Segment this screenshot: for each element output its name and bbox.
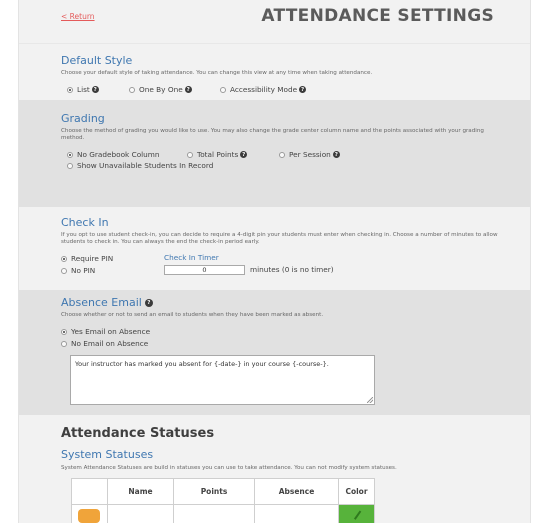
grading-section bbox=[19, 100, 531, 207]
settings-page bbox=[18, 0, 531, 523]
check-in-option-require-pin[interactable] bbox=[61, 254, 113, 263]
status-icon-cell bbox=[72, 505, 108, 523]
status-badge-icon bbox=[78, 509, 100, 523]
absence-email-option-no[interactable] bbox=[61, 339, 148, 348]
grading-option-per-session[interactable] bbox=[279, 150, 340, 159]
column-header-name: Name bbox=[108, 479, 174, 505]
statuses-title: Attendance Statuses bbox=[61, 426, 215, 441]
total-points-radio[interactable] bbox=[187, 152, 193, 158]
help-icon[interactable]: ? bbox=[242, 151, 246, 158]
list-radio[interactable] bbox=[67, 87, 73, 93]
status-points-cell bbox=[174, 505, 255, 523]
column-header-absence: Absence bbox=[255, 479, 339, 505]
help-icon[interactable]: ? bbox=[145, 299, 153, 307]
status-color-cell bbox=[339, 505, 375, 523]
grading-option-label: Show Unavailable Students In Record bbox=[77, 161, 214, 170]
grading-option-label: No Gradebook Column bbox=[77, 150, 160, 159]
system-statuses-description: System Attendance Statuses are build in statuses you can use to take attendance. You can not modify system statuses. bbox=[61, 465, 397, 471]
check-in-timer-input[interactable]: 0 bbox=[164, 265, 245, 275]
yes-email-radio[interactable] bbox=[61, 329, 67, 335]
check-in-section bbox=[19, 207, 531, 290]
grading-option-label: Per Session bbox=[289, 150, 331, 159]
help-icon[interactable]: ? bbox=[334, 151, 338, 158]
return-link[interactable]: < Return bbox=[61, 12, 95, 21]
style-option-label: List bbox=[77, 85, 90, 94]
grading-option-label: Total Points bbox=[197, 150, 239, 159]
per-session-radio[interactable] bbox=[279, 152, 285, 158]
default-style-title: Default Style bbox=[61, 54, 133, 67]
status-name-cell bbox=[108, 505, 174, 523]
grading-title: Grading bbox=[61, 112, 105, 125]
absence-email-description: Choose whether or not to send an email to students when they have been marked as absent. bbox=[61, 312, 324, 318]
checkmark-icon bbox=[351, 508, 362, 520]
check-in-title: Check In bbox=[61, 216, 109, 229]
grading-option-show-unavailable[interactable] bbox=[67, 161, 213, 170]
check-in-description: If you opt to use student check-in, you can decide to require a 4-digit pin your students must enter when checking in. Choose a number of minutes to allow students to check in. You can always the end the check-in period early. bbox=[61, 232, 498, 246]
column-header-points: Points bbox=[174, 479, 255, 505]
absence-email-section bbox=[19, 290, 531, 415]
help-icon[interactable]: ? bbox=[301, 86, 305, 93]
help-icon[interactable]: ? bbox=[186, 86, 190, 93]
resize-grip-icon[interactable] bbox=[367, 397, 373, 403]
absence-email-message-textarea[interactable] bbox=[70, 355, 375, 405]
no-email-radio[interactable] bbox=[61, 341, 67, 347]
table-header-row bbox=[72, 479, 375, 505]
grading-description: Choose the method of grading you would like to use. You may also change the grade center column name and the points associated with your grading method. bbox=[61, 128, 484, 142]
grading-option-total-points[interactable] bbox=[187, 150, 247, 159]
style-option-one-by-one[interactable] bbox=[129, 85, 192, 94]
absence-email-option-label: Yes Email on Absence bbox=[71, 327, 151, 336]
help-icon[interactable]: ? bbox=[93, 86, 97, 93]
absence-email-title: Absence Email bbox=[61, 296, 142, 309]
no-pin-radio[interactable] bbox=[61, 268, 67, 274]
check-in-option-no-pin[interactable] bbox=[61, 266, 95, 275]
page-title: ATTENDANCE SETTINGS bbox=[261, 6, 494, 26]
page-header bbox=[19, 0, 531, 44]
style-option-label: One By One bbox=[139, 85, 183, 94]
system-statuses-table bbox=[71, 478, 375, 523]
default-style-description: Choose your default style of taking attendance. You can change this view at any time when taking attendance. bbox=[61, 70, 373, 76]
system-statuses-title: System Statuses bbox=[61, 448, 154, 461]
grading-option-no-column[interactable] bbox=[67, 150, 160, 159]
check-in-timer-hint: minutes (0 is no timer) bbox=[250, 265, 334, 274]
absence-email-heading bbox=[61, 296, 153, 309]
one-by-one-radio[interactable] bbox=[129, 87, 135, 93]
check-in-option-label: Require PIN bbox=[71, 254, 114, 263]
style-option-accessibility[interactable] bbox=[220, 85, 306, 94]
require-pin-radio[interactable] bbox=[61, 256, 67, 262]
check-in-timer-label: Check In Timer bbox=[164, 253, 219, 262]
default-style-section bbox=[19, 45, 531, 100]
no-gradebook-radio[interactable] bbox=[67, 152, 73, 158]
accessibility-radio[interactable] bbox=[220, 87, 226, 93]
table-row bbox=[72, 505, 375, 523]
absence-email-message-text: Your instructor has marked you absent for {-date-} in your course {-course-}. bbox=[75, 360, 329, 368]
status-absence-cell bbox=[255, 505, 339, 523]
absence-email-option-yes[interactable] bbox=[61, 327, 150, 336]
absence-email-option-label: No Email on Absence bbox=[71, 339, 149, 348]
column-header-icon bbox=[72, 479, 108, 505]
style-option-list[interactable] bbox=[67, 85, 99, 94]
show-unavailable-radio[interactable] bbox=[67, 163, 73, 169]
style-option-label: Accessibility Mode bbox=[230, 85, 298, 94]
check-in-option-label: No PIN bbox=[71, 266, 96, 275]
column-header-color: Color bbox=[339, 479, 375, 505]
